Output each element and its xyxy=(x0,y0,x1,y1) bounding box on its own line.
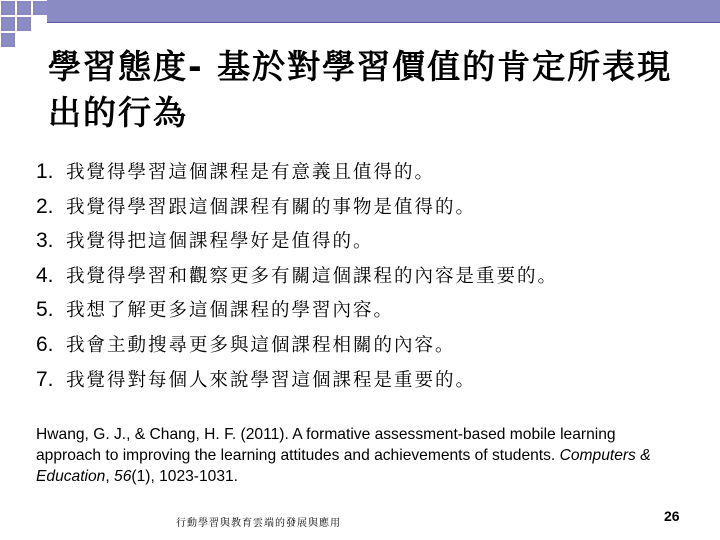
slide-title: 學習態度- 基於對學習價值的肯定所表現出的行為 xyxy=(48,47,673,132)
item-number: 3. xyxy=(36,229,54,253)
list-item xyxy=(36,331,696,365)
decor-square xyxy=(16,16,32,32)
item-text: 我覺得把這個課程學好是值得的。 xyxy=(66,231,374,253)
page-number: 26 xyxy=(664,508,680,524)
list-item xyxy=(36,262,696,296)
attitude-list xyxy=(36,158,696,400)
item-number: 1. xyxy=(36,160,54,183)
item-text: 我會主動搜尋更多與這個課程相關的內容。 xyxy=(66,334,456,356)
decor-square xyxy=(0,0,16,16)
list-item xyxy=(36,193,696,227)
item-text: 我覺得學習這個課程是有意義且值得的。 xyxy=(66,162,436,183)
decor-square xyxy=(0,16,16,32)
decor-square xyxy=(0,32,16,48)
reference-citation xyxy=(36,424,676,487)
decor-square xyxy=(16,0,32,16)
item-number: 7. xyxy=(36,367,54,391)
ref-authors: Hwang, G. J., & Chang, H. F. (2011). A formative assessment-based mobile learning approach to improving the learning attitudes and achievements of students. xyxy=(36,426,616,464)
item-number: 6. xyxy=(36,332,54,356)
item-text: 我覺得學習跟這個課程有關的事物是值得的。 xyxy=(66,196,477,218)
list-item xyxy=(36,158,696,192)
decor-square xyxy=(32,0,48,16)
ref-pages: (1), 1023-1031. xyxy=(131,468,239,485)
footer-text: 行動學習與教育雲端的發展與應用 xyxy=(176,518,341,529)
item-text: 我想了解更多這個課程的學習內容。 xyxy=(66,300,395,322)
item-text: 我覺得對每個人來說學習這個課程是重要的。 xyxy=(66,369,477,391)
item-number: 2. xyxy=(36,194,54,218)
item-number: 4. xyxy=(36,263,54,287)
list-item xyxy=(36,366,696,400)
list-item xyxy=(36,296,696,330)
header-bar xyxy=(47,0,720,22)
ref-journal: Computers & Education xyxy=(36,447,651,485)
item-text: 我覺得學習和觀察更多有關這個課程的內容是重要的。 xyxy=(66,265,559,287)
item-number: 5. xyxy=(36,298,54,322)
ref-volume: 56 xyxy=(114,468,132,485)
ref-sep: , xyxy=(105,468,115,485)
list-item xyxy=(36,227,696,261)
